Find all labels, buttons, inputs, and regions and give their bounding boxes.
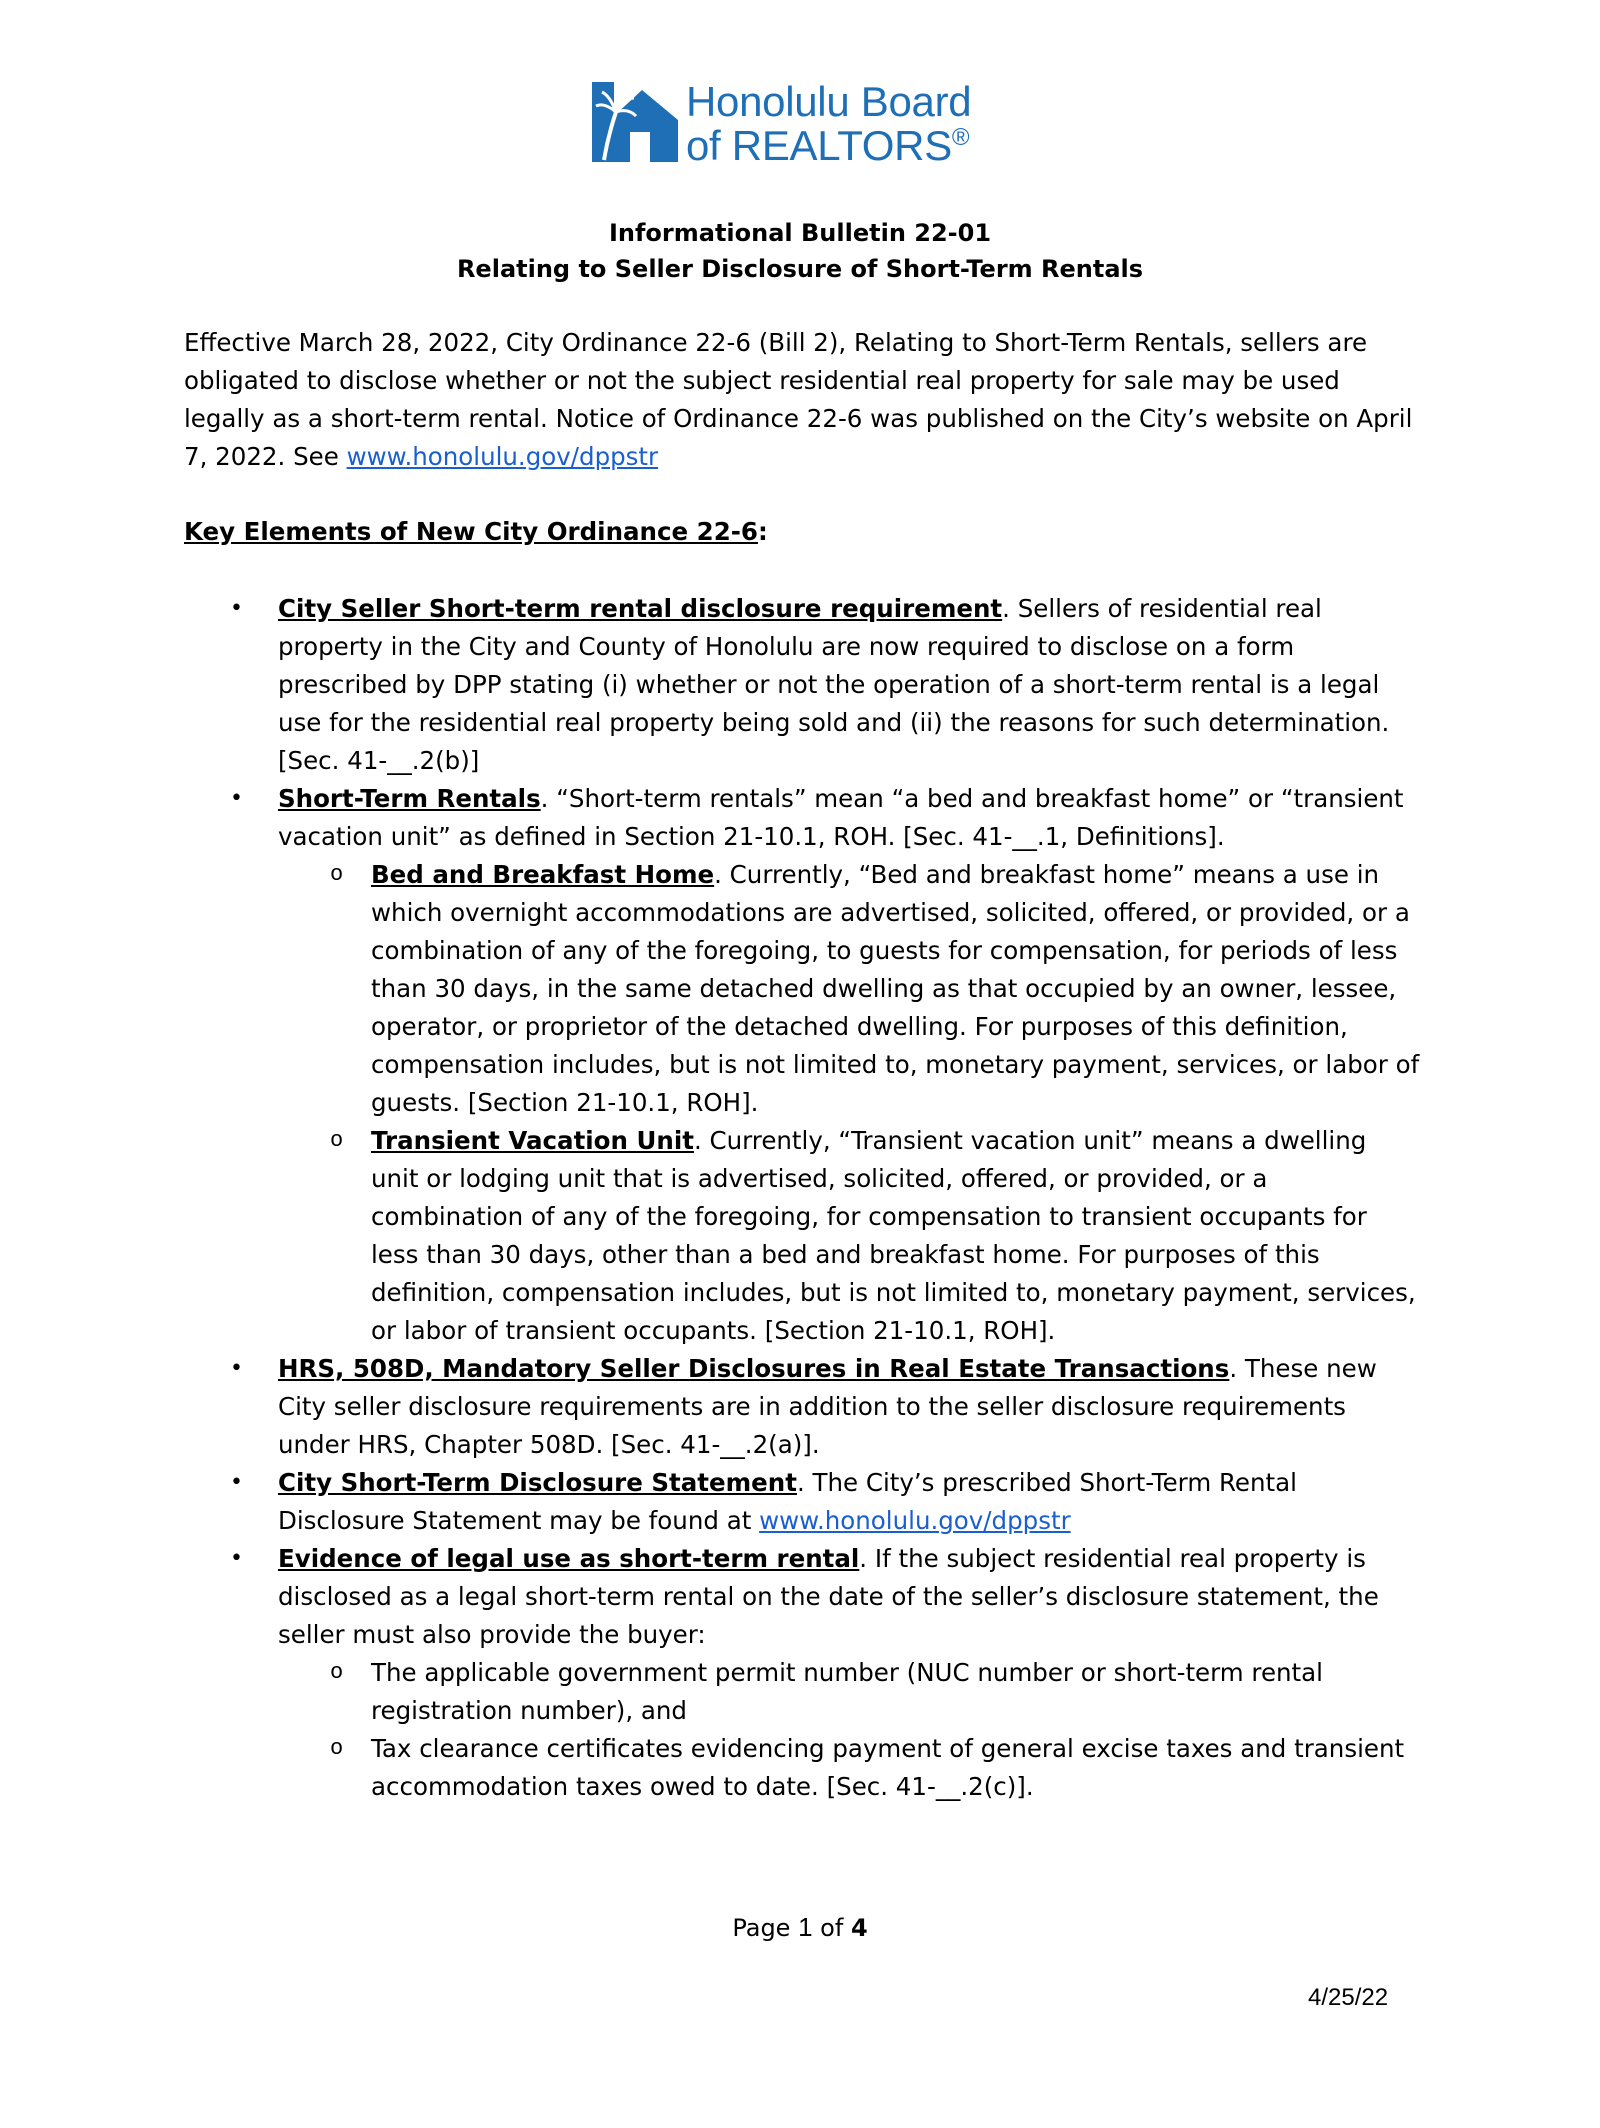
intro-link[interactable]: www.honolulu.gov/dppstr xyxy=(346,442,659,471)
sub-item-permit-number: o The applicable government permit number (NUC number or short-term rental registration number), and xyxy=(0,1654,1421,1730)
bullet: • xyxy=(230,786,243,811)
sub-item-tax-clearance: o Tax clearance certificates evidencing payment of general excise taxes and transient accommodation taxes owed to date. [Sec. 41-__.2(c)]. xyxy=(0,1730,1421,1806)
list-item-hrs-508d: • HRS, 508D, Mandatory Seller Disclosures in Real Estate Transactions. These new City seller disclosure requirements are in addition to the seller disclosure requirements under HRS, Chapter 508D. [Sec. 41-__.2(a)]. xyxy=(0,1350,1418,1464)
list-item-disclosure-statement: • City Short-Term Disclosure Statement. The City’s prescribed Short-Term Rental Disclosure Statement may be found at www.honolulu.gov/dppstr xyxy=(0,1464,1418,1540)
list-item-short-term-rentals: • Short-Term Rentals. “Short-term rentals” mean “a bed and breakfast home” or “transient vacation unit” as defined in Section 21-10.1, ROH. [Sec. 41-__.1, Definitions]. xyxy=(0,780,1418,856)
bullet: • xyxy=(230,1546,243,1571)
logo-text xyxy=(686,80,971,168)
list-item-evidence-of-legal-use: • Evidence of legal use as short-term rental. If the subject residential real property is disclosed as a legal short-term rental on the date of the seller’s disclosure statement, the seller must also provide the buyer: xyxy=(0,1540,1418,1654)
page-number: Page 1 of 4 xyxy=(732,1912,868,1942)
bullet: • xyxy=(230,1470,243,1495)
logo-line-2: of REALTORS® xyxy=(686,122,970,169)
section-heading: Key Elements of New City Ordinance 22-6: xyxy=(184,517,768,546)
document-date: 4/25/22 xyxy=(1308,1984,1389,2011)
sub-bullet: o xyxy=(330,862,344,887)
bulletin-subtitle: Relating to Seller Disclosure of Short-Term Rentals xyxy=(456,255,1144,283)
sub-item-bed-and-breakfast: o Bed and Breakfast Home. Currently, “Bed and breakfast home” means a use in which overnight accommodations are advertised, solicited, offered, or provided, or a combination of any of the foregoing, to guests for compensation, for periods of less than 30 days, in the same detached dwelling as that occupied by an owner, lessee, operator, or proprietor of the detached dwelling. For purposes of this definition, compensation includes, but is not limited to, monetary payment, services, or labor of guests. [Section 21-10.1, ROH]. xyxy=(0,856,1421,1122)
palm-house-icon xyxy=(590,76,680,164)
list-item-disclosure-requirement: • City Seller Short-term rental disclosure requirement. Sellers of residential real property in the City and County of Honolulu are now required to disclose on a form prescribed by DPP stating (i) whether or not the operation of a short-term rental is a legal use for the residential real property being sold and (ii) the reasons for such determination. [Sec. 41-__.2(b)] xyxy=(0,590,1418,780)
statement-link[interactable]: www.honolulu.gov/dppstr xyxy=(759,1506,1071,1535)
intro-paragraph: Effective March 28, 2022, City Ordinance 22-6 (Bill 2), Relating to Short-Term Rentals, sellers are obligated to disclose whether or not the subject residential real property for sale may be used legally as a short-term rental. Notice of Ordinance 22-6 was published on the City’s website on April 7, 2022. See www.honolulu.gov/dppstr xyxy=(184,328,1413,471)
bulletin-title: Informational Bulletin 22-01 xyxy=(608,219,992,247)
logo xyxy=(590,72,1010,172)
sub-item-transient-vacation-unit: o Transient Vacation Unit. Currently, “Transient vacation unit” means a dwelling unit or lodging unit that is advertised, solicited, offered, or provided, or a combination of any of the foregoing, for compensation to transient occupants for less than 30 days, other than a bed and breakfast home. For purposes of this definition, compensation includes, but is not limited to, monetary payment, services, or labor of transient occupants. [Section 21-10.1, ROH]. xyxy=(0,1122,1421,1350)
sub-bullet: o xyxy=(330,1736,344,1761)
logo-line-1: Honolulu Board xyxy=(686,78,972,125)
sub-bullet: o xyxy=(330,1128,344,1153)
sub-bullet: o xyxy=(330,1660,344,1685)
key-elements-list xyxy=(0,590,1600,1806)
bullet: • xyxy=(230,1356,243,1381)
bullet: • xyxy=(230,596,243,621)
